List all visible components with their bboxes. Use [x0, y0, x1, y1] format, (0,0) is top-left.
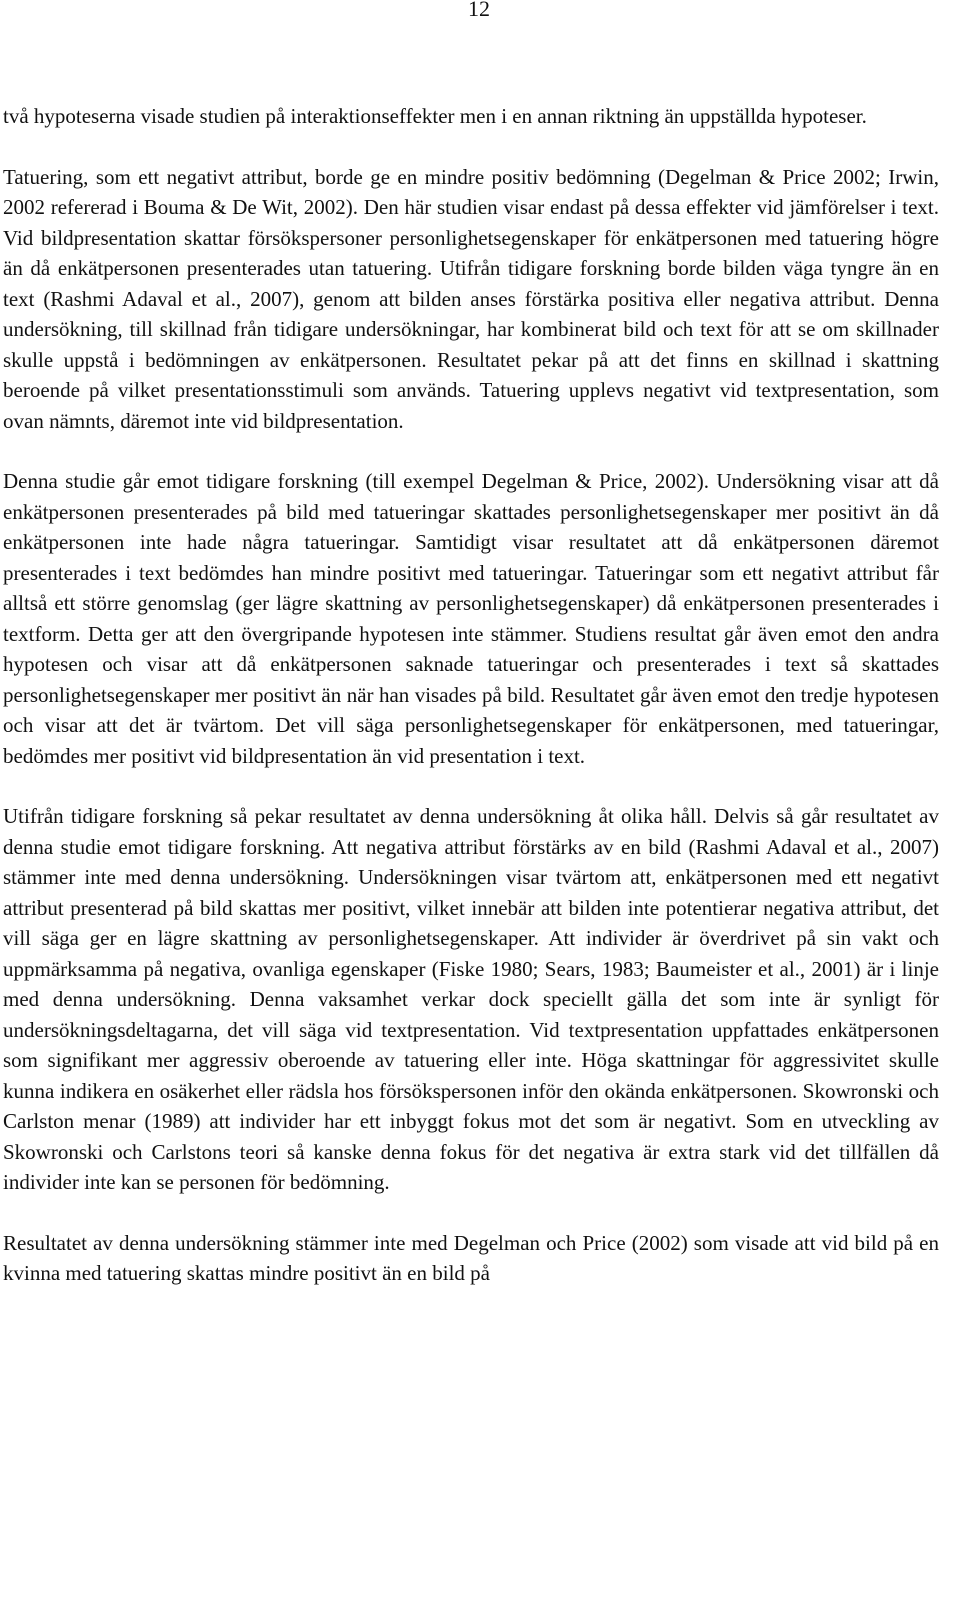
paragraph-1: två hypoteserna visade studien på interaktionseffekter men i en annan riktning än uppställda hypoteser.	[3, 104, 867, 128]
paragraph-3: Denna studie går emot tidigare forskning (till exempel Degelman & Price, 2002). Undersökning visar att då enkätpersonen presenterades på bild med tatueringar skattades personlighetsegenskaper mer positivt än då enkätpersonen inte hade några tatueringar. Samtidigt visar resultatet att då enkätpersonen däremot presenterades i text bedömdes han mindre positivt med tatueringar. Tatueringar som ett negativt attribut får alltså ett större genomslag (ger lägre skattning av personlighetsegenskaper) då enkätpersonen presenterades i textform. Detta ger att den övergripande hypotesen inte stämmer. Studiens resultat går även emot den andra hypotesen och visar att då enkätpersonen saknade tatueringar och presenterades i text så skattades personlighetsegenskaper mer positivt än när han visades på bild. Resultatet går även emot den tredje hypotesen och visar att det är tvärtom. Det vill säga personlighetsegenskaper för enkätpersonen, med tatueringar, bedömdes mer positivt vid bildpresentation än vid presentation i text.	[3, 469, 939, 768]
document-body	[3, 101, 939, 1289]
paragraph-5: Resultatet av denna undersökning stämmer inte med Degelman och Price (2002) som visade att vid bild på en kvinna med tatuering skattas mindre positivt än en bild på	[3, 1230, 939, 1285]
paragraph-2: Tatuering, som ett negativt attribut, borde ge en mindre positiv bedömning (Degelman & Price 2002; Irwin, 2002 refererad i Bouma & De Wit, 2002). Den här studien visar endast på dessa effekter vid jämförelser i text. Vid bildpresentation skattar försökspersoner personlighetsegenskaper för enkätpersonen med tatuering högre än då enkätpersonen presenterades utan tatuering. Utifrån tidigare forskning borde bilden väga tyngre än en text (Rashmi Adaval et al., 2007), genom att bilden anses förstärka positiva eller negativa attribut. Denna undersökning, till skillnad från tidigare undersökningar, har kombinerat bild och text för att se om skillnader skulle uppstå i bedömningen av enkätpersonen. Resultatet pekar på att det finns en skillnad i skattning beroende på vilket presentationsstimuli som används. Tatuering upplevs negativt vid textpresentation, som ovan nämnts, däremot inte vid bildpresentation.	[3, 164, 939, 433]
page-number: 12	[468, 0, 490, 21]
paragraph-4: Utifrån tidigare forskning så pekar resultatet av denna undersökning åt olika håll. Delvis så går resultatet av denna studie emot tidigare forskning. Att negativa attribut förstärks av en bild (Rashmi Adaval et al., 2007) stämmer inte med denna undersökning. Undersökningen visar tvärtom att, enkätpersonen med ett negativt attribut presenterad på bild skattas mer positivt, vilket innebär att bilden inte potentierar negativa attribut, det vill säga ger en lägre skattning av personlighetsegenskaper. Att individer är överdrivet på sin vakt och uppmärksamma på negativa, ovanliga egenskaper (Fiske 1980; Sears, 1983; Baumeister et al., 2001) är i linje med denna undersökning. Denna vaksamhet verkar dock speciellt gälla det som inte är synligt för undersökningsdeltagarna, det vill säga vid textpresentation. Vid textpresentation uppfattades enkätpersonen som signifikant mer aggressiv oberoende av tatuering eller inte. Höga skattningar för aggressivitet skulle kunna indikera en osäkerhet eller rädsla hos försökspersonen inför den okända enkätpersonen. Skowronski och Carlston menar (1989) att individer har ett inbyggt fokus mot det som är negativt. Som en utveckling av Skowronski och Carlstons teori så kanske denna fokus för det negativa är extra stark vid det tillfällen då individer inte kan se personen för bedömning.	[3, 804, 939, 1194]
